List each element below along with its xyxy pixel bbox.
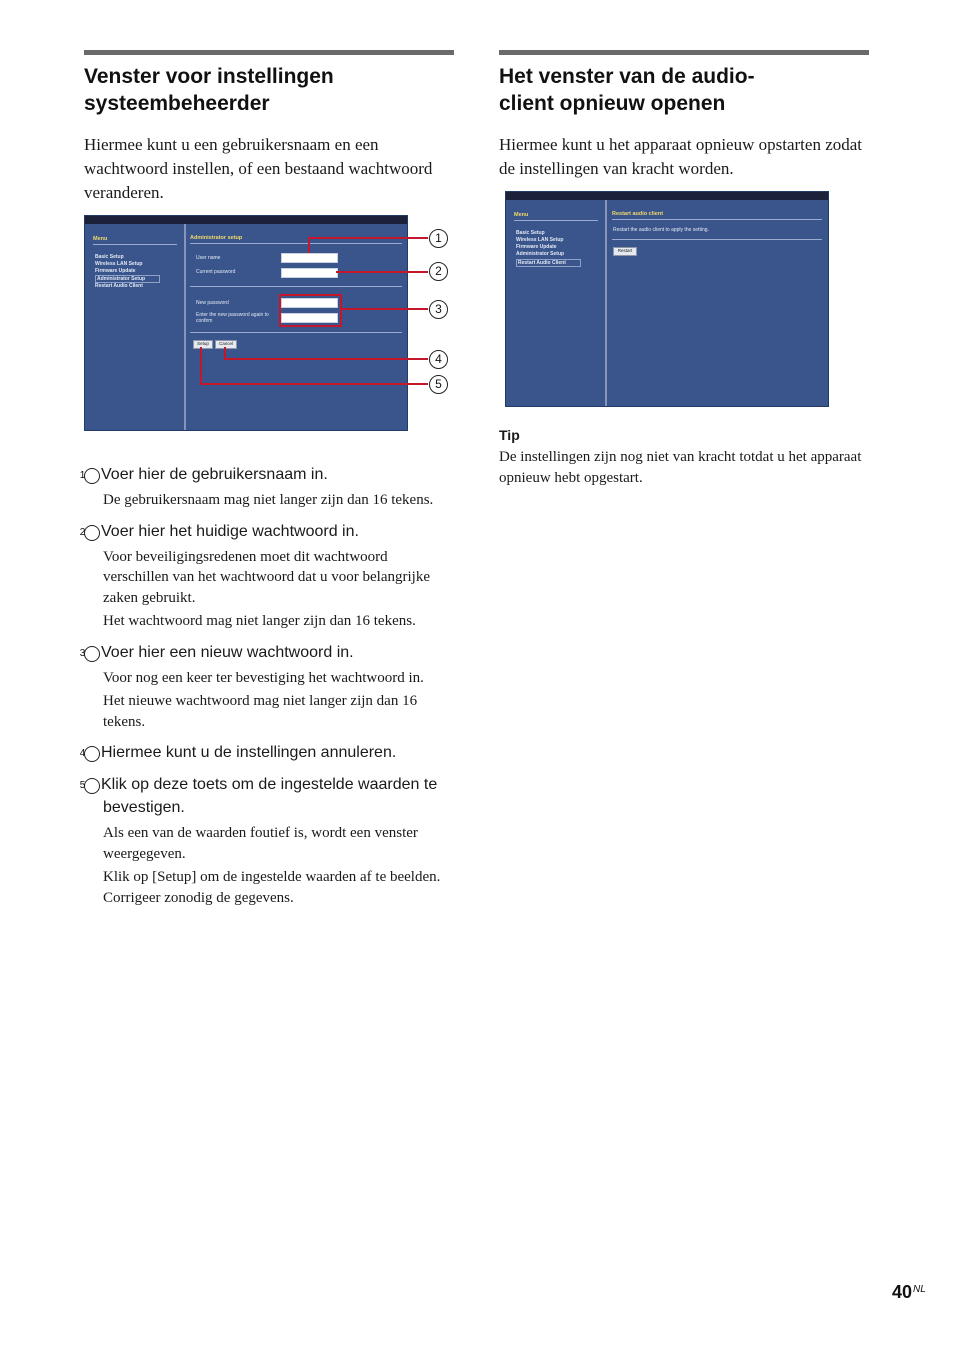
restart-button[interactable]: Restart [613, 247, 637, 256]
item-title [79, 641, 454, 664]
item-body [84, 668, 454, 733]
menu-item-administrator-setup[interactable]: Administrator Setup [516, 251, 565, 257]
window-top-bar [506, 192, 828, 200]
section-rule [499, 50, 869, 55]
menu-item-firmware-update[interactable]: Firmware Update [516, 244, 557, 250]
restart-window [505, 191, 829, 407]
item-body-paragraph: De gebruikersnaam mag niet langer zijn dan 16 tekens. [103, 492, 434, 508]
item-title-text: Voer hier het huidige wachtwoord in. [101, 522, 359, 540]
item-body [84, 490, 454, 511]
item-title [79, 741, 454, 764]
callout-5: 5 [429, 375, 448, 394]
setup-button[interactable]: Setup [193, 340, 213, 349]
menu-divider [184, 224, 186, 430]
page-number [892, 1282, 926, 1303]
callout-line-2 [336, 271, 428, 273]
right-column [499, 50, 869, 489]
callout-line-3 [340, 308, 428, 310]
menu-item-basic-setup[interactable]: Basic Setup [95, 254, 124, 260]
heading-line-2: systeembeheerder [84, 92, 270, 115]
user-name-input[interactable] [281, 253, 338, 263]
page-language-suffix: NL [913, 1284, 926, 1295]
callout-line-1-vertical [308, 237, 310, 253]
intro-paragraph: Hiermee kunt u een gebruikersnaam en een wachtwoord instellen, of een bestaand wachtwoord veranderen. [84, 135, 433, 202]
page-title: Restart audio client [612, 211, 664, 217]
window-top-bar [85, 216, 407, 224]
intro-paragraph: Hiermee kunt u het apparaat opnieuw opstarten zodat de instellingen van kracht worden. [499, 135, 863, 178]
item-body-paragraph: Het nieuwe wachtwoord mag niet langer zijn dan 16 tekens. [103, 693, 418, 730]
tip-heading: Tip [499, 427, 520, 443]
menu-item-administrator-setup[interactable]: Administrator Setup [95, 275, 160, 283]
heading-line-1: Het venster van de audio- [499, 65, 755, 88]
callout-line-4-horizontal [224, 358, 428, 360]
callout-3: 3 [429, 300, 448, 319]
section-heading-restart [499, 63, 869, 117]
callout-1: 1 [429, 229, 448, 248]
item-title [79, 520, 454, 543]
section-rule [84, 50, 454, 55]
restart-description: Restart the audio client to apply the setting. [613, 227, 709, 233]
section-rule-1 [612, 239, 822, 240]
description-item [79, 463, 454, 511]
callout-line-5-vertical [200, 347, 202, 384]
section-heading-admin [84, 63, 454, 117]
item-body-paragraph: Voor nog een keer ter bevestiging het wachtwoord in. [103, 669, 424, 686]
description-item [79, 520, 454, 632]
description-item [79, 641, 454, 733]
item-number-badge: 4 [84, 746, 100, 762]
item-title [79, 773, 454, 819]
section-rule-2 [190, 332, 402, 333]
user-name-label: User name [196, 255, 221, 261]
callout-descriptions [79, 463, 454, 908]
cancel-button[interactable]: Cancel [215, 340, 237, 349]
confirm-password-label-2: confirm [196, 318, 213, 324]
item-title-text: Klik op deze toets om de ingestelde waarden te bevestigen. [101, 776, 438, 816]
item-body-paragraph: Als een van de waarden foutief is, wordt een venster weergegeven. [103, 825, 418, 862]
page-title: Administrator setup [190, 235, 243, 241]
menu-divider [605, 200, 607, 406]
admin-setup-window [84, 215, 408, 431]
item-title-text: Hiermee kunt u de instellingen annuleren. [101, 744, 397, 761]
heading-line-1: Venster voor instellingen [84, 65, 334, 88]
menu-title: Menu [93, 236, 108, 242]
title-rule [612, 219, 822, 220]
item-body-paragraph: Voor beveiligingsredenen moet dit wachtwoord verschillen van het wachtwoord dat u voor belangrijke zaken gebruikt. [103, 548, 430, 606]
item-body-paragraph: Klik op [Setup] om de ingestelde waarden af te beelden. Corrigeer zonodig de gegevens. [103, 869, 441, 906]
item-body [84, 547, 454, 632]
page-number-value: 40 [892, 1282, 913, 1302]
description-item [79, 741, 454, 764]
description-item [79, 773, 454, 908]
restart-screenshot [499, 191, 869, 407]
new-password-label: New password [196, 300, 229, 306]
menu-item-restart-audio-client[interactable]: Restart Audio Client [95, 283, 143, 289]
item-body [84, 823, 454, 908]
menu-item-restart-audio-client[interactable]: Restart Audio Client [516, 259, 581, 267]
item-number-badge: 2 [84, 525, 100, 541]
tip-text: De instellingen zijn nog niet van kracht totdat u het apparaat opnieuw hebt opgestart. [499, 449, 862, 486]
admin-setup-screenshot [84, 215, 454, 447]
menu-item-wireless-lan[interactable]: Wireless LAN Setup [95, 261, 143, 267]
item-title-text: Voer hier een nieuw wachtwoord in. [101, 643, 354, 661]
callout-line-1-horizontal [308, 237, 428, 239]
section-rule-1 [190, 286, 402, 287]
new-password-highlight [279, 294, 342, 327]
item-title-text: Voer hier de gebruikersnaam in. [101, 466, 328, 483]
menu-item-firmware-update[interactable]: Firmware Update [95, 268, 136, 274]
callout-2: 2 [429, 262, 448, 281]
callout-4: 4 [429, 350, 448, 369]
menu-rule [93, 244, 177, 245]
item-number-badge: 5 [84, 778, 100, 794]
menu-item-wireless-lan[interactable]: Wireless LAN Setup [516, 237, 564, 243]
callout-line-5-horizontal [200, 383, 428, 385]
heading-line-2: client opnieuw openen [499, 92, 726, 115]
current-password-input[interactable] [281, 268, 338, 278]
title-rule [190, 243, 402, 244]
left-column [79, 50, 454, 908]
item-body-paragraph: Het wachtwoord mag niet langer zijn dan 16 tekens. [103, 613, 416, 629]
item-number-badge: 1 [84, 468, 100, 484]
menu-item-basic-setup[interactable]: Basic Setup [516, 230, 545, 236]
current-password-label: Current password [196, 269, 236, 275]
menu-rule [514, 220, 598, 221]
menu-title: Menu [514, 212, 529, 218]
confirm-password-label-1: Enter the new password again to [196, 312, 269, 318]
item-number-badge: 3 [84, 646, 100, 662]
item-title [79, 463, 454, 486]
